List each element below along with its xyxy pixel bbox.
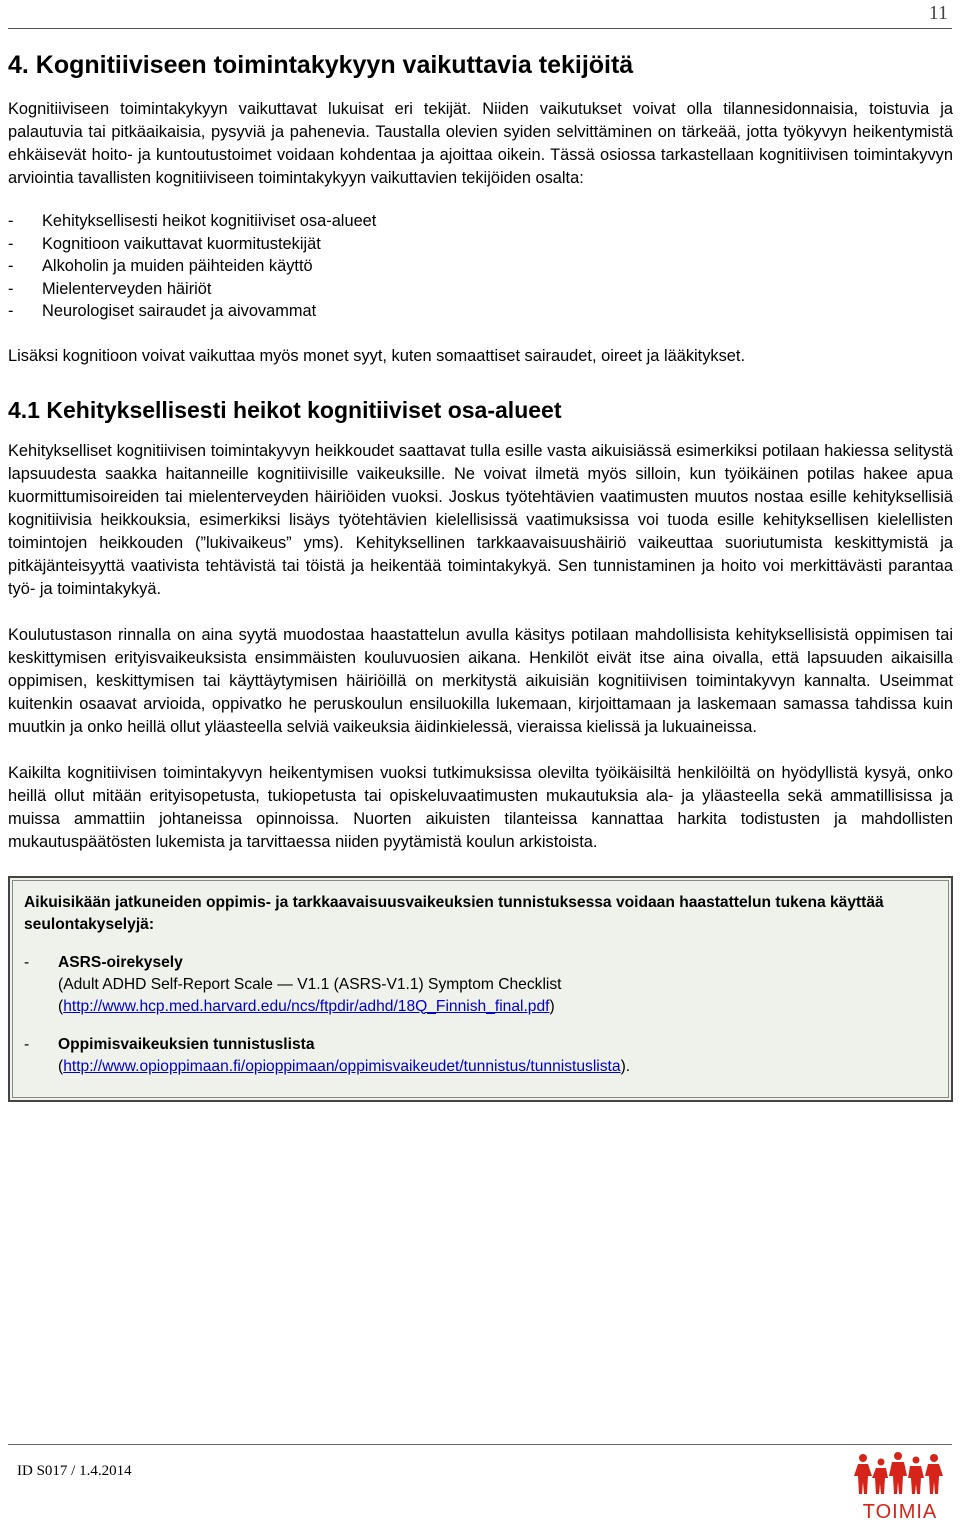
body-paragraph-2: Koulutustason rinnalla on aina syytä muodostaa haastattelun avulla käsitys potilaan mahdollisista kehityksellisistä oppimisen tai keskittymisen erityisvaikeuksista ensimmäisten kouluvuosien aikana. Henkilöt eivät itse aina oivalla, että lapsuuden aikaisilla oppimisen, keskittymisen tai käyttäytymisen häiriöillä on merkitystä aikuisiän kognitiivisen toimintakyvyn kannalta. Useimmat kuitenkin osaavat arvioida, oppivatko he peruskoulun ensiluokilla lukemaan, kirjoittamaan ja laskemaan samassa tahdissa kuin muutkin ja onko heillä ollut yläasteella selviä vaikeuksia äidinkielessä, vieraissa kielissä ja lukuaineissa. <box>8 625 953 736</box>
body-paragraph-1: Kehitykselliset kognitiivisen toimintakyvyn heikkoudet saattavat tulla esille vasta aikuisiässä esimerkiksi potilaan hakiessa selitystä lapsuudesta saakka haitanneille kognitiivisille vaikeuksille. Ne voivat ilmetä myös silloin, kun työikäinen potilas hakee apua kuormittumisoireiden tai mielenterveyden häiriöiden vuoksi. Joskus työtehtävien vaatimusten muutos nostaa esille kehityksellisiä kognitiivisia heikkouksia, esimerkiksi lisäys työtehtävien kielellisissä vaatimuksissa voi tuoda esille kehityksellisen kielellisten toimintojen heikkouden (”lukivaikeus” yms). Kehityksellinen tarkkaavaisuushäiriö vaikeuttaa suoriutumista keskittymistä ja pitkäjänteisyyttä vaativista tehtävistä tai töistä ja heikentää toimintakykyä. Sen tunnistaminen ja hoito voi merkittävästi parantaa työ- ja toimintakykyä. <box>8 441 953 598</box>
document-id: ID S017 / 1.4.2014 <box>17 1463 132 1479</box>
body-paragraph-3: Kaikilta kognitiivisen toimintakyvyn heikentymisen vuoksi tutkimuksissa olevilta työikäisiltä henkilöiltä on hyödyllistä kysyä, onko heillä ollut mitään erityisopetusta, tukiopetusta tai opiskeluvaatimusten mukautuksia ala- ja yläasteella sekä ammatillisissa ja muissa ammattiin johtaneissa opinnoissa. Nuorten aikuisten tilanteissa kannattaa harkita todistusten ja mahdollisten mukautuspäätösten lukemista ja tarvittaessa niiden pyytämistä koulun arkistoista. <box>8 763 953 851</box>
factor-list <box>8 210 953 323</box>
learning-checklist-title: Oppimisvaikeuksien tunnistuslista <box>58 1035 315 1053</box>
box-list-item: - ASRS-oirekysely (Adult ADHD Self-Report Scale — V1.1 (ASRS-V1.1) Symptom Checklist (http://www.hcp.med.harvard.edu/ncs/ftpdir/adhd/18Q_Finnish_final.pdf) <box>24 953 562 1015</box>
list-item: - Mielenterveyden häiriöt <box>8 279 212 298</box>
learning-checklist-link[interactable]: http://www.opioppimaan.fi/opioppimaan/oppimisvaikeudet/tunnistus/tunnistuslista <box>63 1057 621 1075</box>
document-body <box>8 48 953 1102</box>
logo-wordmark: TOIMIA <box>862 1501 938 1523</box>
box-title: Aikuisikään jatkuneiden oppimis- ja tarkkaavaisuusvaikeuksien tunnistuksessa voidaan haastattelun tukena käyttää seulontakyselyjä: <box>24 893 884 933</box>
list-item: - Kehityksellisesti heikot kognitiiviset osa-alueet <box>8 212 377 230</box>
header-rule <box>8 28 952 29</box>
list-item: - Kognitioon vaikuttavat kuormitustekijät <box>8 234 321 253</box>
subsection-heading: 4.1 Kehityksellisesti heikot kognitiiviset osa-alueet <box>8 396 562 423</box>
additional-paragraph: Lisäksi kognitioon voivat vaikuttaa myös monet syyt, kuten somaattiset sairaudet, oireet ja lääkitykset. <box>8 346 746 365</box>
people-icon <box>854 1450 946 1496</box>
asrs-link[interactable]: http://www.hcp.med.harvard.edu/ncs/ftpdir/adhd/18Q_Finnish_final.pdf <box>63 997 550 1015</box>
intro-paragraph: Kognitiiviseen toimintakykyyn vaikuttavat lukuisat eri tekijät. Niiden vaikutukset voivat olla tilannesidonnaisia, toistuvia ja palautuvia tai pitkäaikaisia, pysyviä ja pahenevia. Taustalla olevien syiden selvittäminen on tärkeää, jotta työkyvyn heikentymistä ehkäisevät hoito- ja kuntoutustoimet voidaan kohdentaa ja ajoittaa oikein. Tässä osiossa tarkastellaan kognitiivisen toimintakyvyn arviointia tavallisten kognitiiviseen toimintakykyyn vaikuttavien tekijöiden osalta: <box>8 100 953 187</box>
list-item: - Neurologiset sairaudet ja aivovammat <box>8 302 317 320</box>
list-item: - Alkoholin ja muiden päihteiden käyttö <box>8 257 313 275</box>
box-list-item: - Oppimisvaikeuksien tunnistuslista (http://www.opioppimaan.fi/opioppimaan/oppimisvaikeudet/tunnistus/tunnistuslista). <box>24 1035 631 1075</box>
footer-rule <box>8 1444 952 1445</box>
asrs-title: ASRS-oirekysely <box>58 953 183 971</box>
screening-info-box <box>8 876 953 1102</box>
page-number: 11 <box>928 2 948 24</box>
section-heading: 4. Kognitiiviseen toimintakykyyn vaikuttavia tekijöitä <box>8 51 634 79</box>
toimia-logo <box>854 1450 946 1524</box>
asrs-description: (Adult ADHD Self-Report Scale — V1.1 (ASRS-V1.1) Symptom Checklist <box>58 975 562 993</box>
